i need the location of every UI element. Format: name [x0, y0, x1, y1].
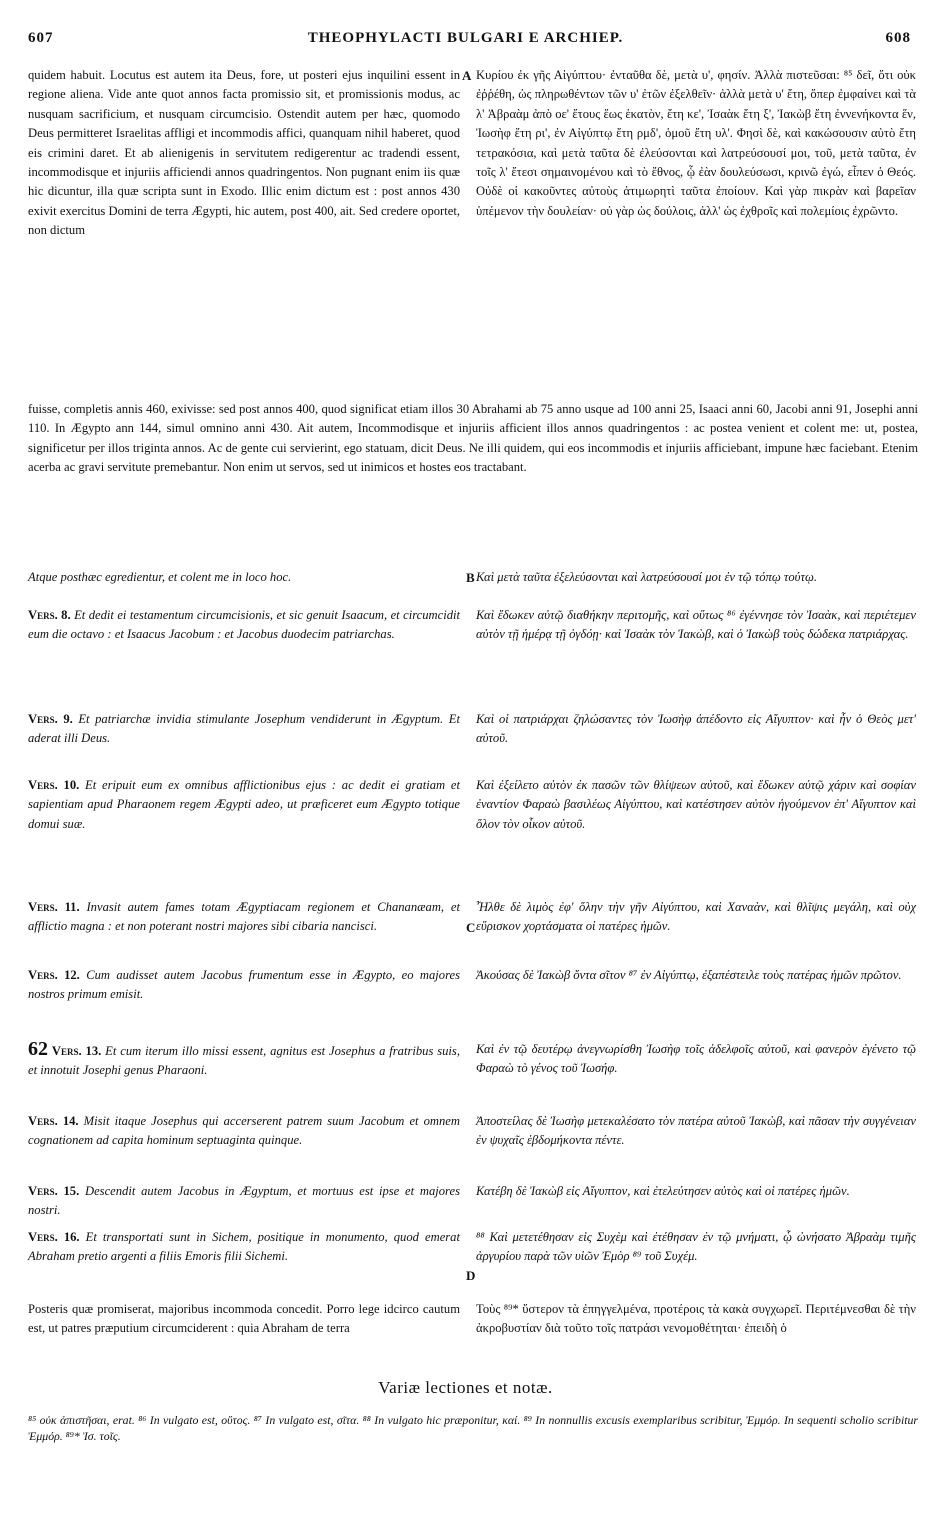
verse-label: Vers. 11. — [28, 900, 80, 914]
page-number-right: 608 — [885, 30, 911, 46]
verse-label: Vers. 14. — [28, 1114, 79, 1128]
greek-verse-11: Ἦλθε δὲ λιμὸς ἐφ' ὅλην τὴν γῆν Αἰγύπτου, καὶ Χαναὰν, καὶ θλῖψις μεγάλη, καὶ οὐχ εὕρισκον χορτάσματα οἱ πατέρες ἡμῶν. — [476, 900, 916, 934]
greek-verse-8: Καὶ ἔδωκεν αὐτῷ διαθήκην περιτομῆς, καὶ οὕτως ⁸⁶ ἐγέννησε τὸν Ἰσαὰκ, καὶ περιέτεμεν αὐτὸν τῇ ἡμέρᾳ τῇ ὀγδόῃ· καὶ Ἰσαὰκ τὸν Ἰακὼβ, καὶ ὁ Ἰακὼβ τοὺς δώδεκα πατριάρχας. — [476, 608, 916, 642]
greek-verse-9: Καὶ οἱ πατριάρχαι ζηλώσαντες τὸν Ἰωσὴφ ἀπέδοντο εἰς Αἴγυπτον· καὶ ἦν ὁ Θεὸς μετ' αὐτοῦ. — [476, 712, 916, 746]
latin-commentary-top: quidem habuit. Locutus est autem ita Deus, fore, ut posteri ejus inquilini essent in regione aliena. Vide ante quot annos facta promissio sit, et promissionis modus, ac nusquam sacrificium, et nusquam circumcisio. Ostendit autem per hæc, quomodo Deus permitteret Israelitas affligi et incommodis affici, quanquam nihil haberet, quod eis crimini daret. Et ab alienigenis in servitutem redigerentur ac tradendi essent, incommodisque et injuriis afficiendi annos quadringentos. Non pugnant enim iis quæ hic dicuntur, illa quæ scripta sunt in Exodo. Illic enim dictum est : post annos 430 exivit exercitus Domini de terra Ægypti, hic autem, post 400, ait. Sed credere oportet, non dictum — [28, 68, 460, 238]
greek-verse-14: Ἀποστείλας δὲ Ἰωσὴφ μετεκαλέσατο τὸν πατέρα αὐτοῦ Ἰακὼβ, καὶ πᾶσαν τὴν συγγένειαν ἐν ψυχαῖς ἑβδομήκοντα πέντε. — [476, 1114, 916, 1148]
latin-verse-16 — [28, 1228, 460, 1267]
verse-label: Vers. 16. — [28, 1230, 80, 1244]
latin-verse-15 — [28, 1182, 460, 1221]
verse-label: Vers. 13. — [51, 1044, 102, 1058]
verse-label: Vers. 9. — [28, 712, 73, 726]
margin-letter-a: A — [462, 68, 472, 83]
latin-commentary-bottom: Posteris quæ promiserat, majoribus incommoda concedit. Porro lege idcirco cautum est, ut patres præputium circumciderent : quia Abraham de terra — [28, 1302, 460, 1336]
verse-label: Vers. 10. — [28, 778, 80, 792]
verse-text: Et transportati sunt in Sichem, positique in monumento, quod emerat Abraham pretio argenti a filiis Emoris filii Sichemi. — [28, 1230, 460, 1264]
latin-verse-11 — [28, 898, 460, 937]
margin-letter-d: D — [466, 1268, 476, 1283]
running-title: THEOPHYLACTI BULGARI E ARCHIEP. — [307, 30, 624, 46]
latin-verse-8 — [28, 606, 460, 645]
latin-verse-10 — [28, 776, 460, 834]
verse-text: Et dedit ei testamentum circumcisionis, et sic genuit Isaacum, et circumcidit eum die octavo : et Isaacus Jacobum : et Jacobus duodecim patriarchas. — [28, 608, 460, 642]
latin-verse-7: Atque posthæc egredientur, et colent me in loco hoc. — [28, 570, 292, 584]
greek-verse-12: Ἀκούσας δὲ Ἰακὼβ ὄντα σῖτον ⁸⁷ ἐν Αἰγύπτῳ, ἐξαπέστειλε τοὺς πατέρας ἡμῶν πρῶτον. — [476, 968, 902, 982]
greek-commentary-bottom: Τοὺς ⁸⁹* ὕστερον τὰ ἐπηγγελμένα, προτέροις τὰ κακὰ συγχωρεῖ. Περιτέμνεσθαι δὲ τὴν ἀκροβυστίαν διὰ τοῦτο τοῖς πατράσι νενομοθέτηται· ἐπειδὴ ὁ — [476, 1302, 916, 1336]
greek-verse-15: Κατέβη δὲ Ἰακὼβ εἰς Αἴγυπτον, καὶ ἐτελεύτησεν αὐτὸς καὶ οἱ πατέρες ἡμῶν. — [476, 1184, 850, 1198]
footnotes: ⁸⁵ οὐκ ἀπιστῆσαι, erat. ⁸⁶ In vulgato est, οὕτος. ⁸⁷ In vulgato est, σῖτα. ⁸⁸ In vulgato hic præponitur, καί. ⁸⁹ In nonnullis excusis exemplaribus scribitur, Ἐμμόρ. In sequenti scholio scribitur Ἐμμόρ. ⁸⁹* Ἰσ. τοῖς. — [28, 1413, 918, 1443]
verse-label: Vers. 8. — [28, 608, 71, 622]
verse-text: Invasit autem fames totam Ægyptiacam regionem et Chananæam, et afflictio magna : et non poterant nostri majores sibi cibaria nancisci. — [28, 900, 460, 934]
greek-verse-10: Καὶ ἐξείλετο αὐτὸν ἐκ πασῶν τῶν θλίψεων αὐτοῦ, καὶ ἔδωκεν αὐτῷ χάριν καὶ σοφίαν ἐναντίον Φαραὼ βασιλέως Αἰγύπτου, καὶ κατέστησεν αὐτὸν ἡγούμενον ἐπ' Αἴγυπτον καὶ ὅλον τὸν οἶκον αὐτοῦ. — [476, 778, 916, 831]
latin-verse-12 — [28, 966, 460, 1005]
latin-verse-14 — [28, 1112, 460, 1151]
margin-letter-c: C — [466, 920, 476, 935]
verse-text: Descendit autem Jacobus in Ægyptum, et mortuus est ipse et majores nostri. — [28, 1184, 460, 1218]
greek-commentary-top: Κυρίου ἐκ γῆς Αἰγύπτου· ἐνταῦθα δὲ, μετὰ υ', φησίν. Ἀλλὰ πιστεῦσαι: ⁸⁵ δεῖ, ὅτι οὐκ ἐῤῥέθη, ὡς πληρωθέντων τῶν υ' ἐτῶν ἐξελθεῖν· ἀλλὰ μετὰ υ' ἔτη, ὅπερ ἐμφαίνει καὶ τὰ λ' Ἀβραὰμ ἀπὸ οε' ἔτους ἕως ἑκατὸν, ἔτη κε', Ἰσαὰκ ἔτη ξ', Ἰακὼβ ἔτη ἐννενήκοντα ἕν, Ἰωσὴφ ἔτη ρι', ἐν Αἰγύπτῳ ἔτη ρμδ', ὁμοῦ ἔτη υλ'. Φησὶ δὲ, καὶ κακώσουσιν αὐτὸ ἔτη τετρακόσια, καὶ μετὰ ταῦτα δὲ ἐλεύσονται καὶ λατρεύσουσί μοι, τοῦ, μετὰ ταῦτα, ἐν τοῖς λ' ἔτεσι σημαινομένου καὶ τὸ ἔθνος, ᾧ ἐὰν δουλεύσωσι, κρινῶ ἐγώ, εἶπεν ὁ Θεός. Οὐδὲ οἱ κακοῦντες αὐτοὺς ἀτιμωρητὶ ταῦτα ἐποίουν. Καὶ γὰρ πικρὰν καὶ βαρεῖαν ὑπέμενον τὴν δουλείαν· οὐ γὰρ ὡς δούλοις, ἀλλ' ὡς ἐχθροῖς καὶ πολεμίοις ἐχρῶντο. — [476, 68, 916, 218]
latin-verse-9 — [28, 710, 460, 749]
page-marker: 62 — [28, 1038, 48, 1060]
notes-title: Variæ lectiones et notæ. — [378, 1378, 553, 1397]
greek-verse-7: Καὶ μετὰ ταῦτα ἐξελεύσονται καὶ λατρεύσουσί μοι ἐν τῷ τόπῳ τούτῳ. — [476, 570, 817, 584]
verse-label: Vers. 12. — [28, 968, 80, 982]
greek-verse-16: ⁸⁸ Καὶ μετετέθησαν εἰς Συχὲμ καὶ ἐτέθησαν ἐν τῷ μνήματι, ᾧ ὠνήσατο Ἀβραὰμ τιμῆς ἀργυρίου παρὰ τῶν υἱῶν Ἐμὸρ ⁸⁹ τοῦ Συχέμ. — [476, 1230, 916, 1264]
verse-label: Vers. 15. — [28, 1184, 80, 1198]
verse-text: Et eripuit eum ex omnibus afflictionibus ejus : ac dedit ei gratiam et sapientiam apud Pharaonem regem Ægypti adeo, ut præficeret eum Ægypto totique domui suæ. — [28, 778, 460, 831]
latin-verse-13 — [28, 1040, 460, 1081]
verse-text: Et cum iterum illo missi essent, agnitus est Josephus a fratribus suis, et innotuit Josephi genus Pharaoni. — [28, 1044, 460, 1078]
verse-text: Et patriarchæ invidia stimulante Josephum vendiderunt in Ægyptum. Et aderat illi Deus. — [28, 712, 460, 746]
verse-text: Misit itaque Josephus qui accerserent patrem suum Jacobum et omnem cognationem ad capita hominum septuaginta quinque. — [28, 1114, 460, 1148]
latin-commentary-full-width: fuisse, completis annis 460, exivisse: sed post annos 400, quod significat etiam illos 30 Abrahami ab 75 anno usque ad 100 anni 25, Isaaci anni 60, Jacobi anni 91, Josephi anni 110. In Ægypto ann 144, simul omnino anni 430. Ait autem, Incommodisque et injuriis afficient illos annos quadringentos : ac postea venient et colent me: ut, postea, significetur per illos triginta annos. Ac de gente cui servierint, ego statuam, dicit Deus. Ne illi quidem, qui eos incommodis et injuriis afficiebant, impune hæc faciebant. Etenim acerba ac gravi servitute premebantur. Non enim ut servos, sed ut inimicos et hostes eos tractabant. — [28, 402, 918, 475]
margin-letter-b: B — [466, 570, 475, 585]
greek-verse-13: Καὶ ἐν τῷ δευτέρῳ ἀνεγνωρίσθη Ἰωσὴφ τοῖς ἀδελφοῖς αὐτοῦ, καὶ φανερὸν ἐγένετο τῷ Φαραὼ τὸ γένος τοῦ Ἰωσήφ. — [476, 1042, 916, 1076]
verse-text: Cum audisset autem Jacobus frumentum esse in Ægypto, eo majores nostros primum emisit. — [28, 968, 460, 1002]
page-number-left: 607 — [28, 30, 54, 46]
